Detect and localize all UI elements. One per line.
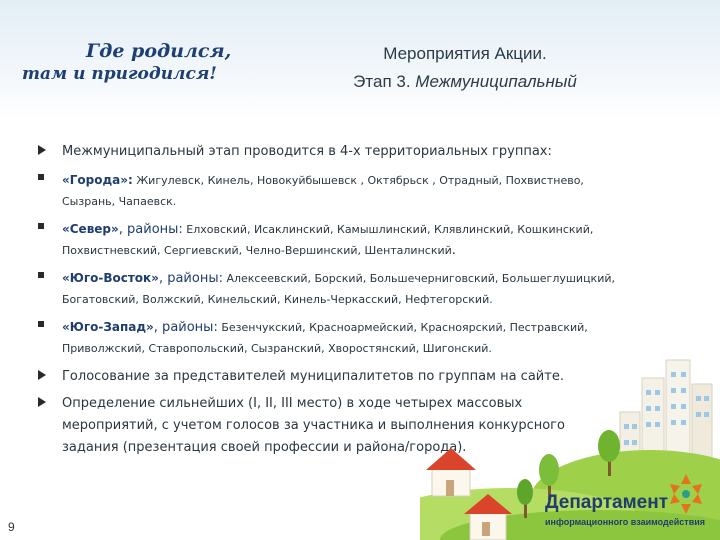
group-type: , районы: bbox=[158, 271, 223, 286]
list-item bbox=[38, 169, 618, 211]
group-label: «Юго-Запад» bbox=[62, 320, 154, 334]
department-description: информационного взаимодействия bbox=[545, 517, 706, 527]
square-bullet-icon bbox=[38, 174, 44, 180]
group-label: «Юго-Восток» bbox=[62, 271, 159, 285]
department-name: Департамент bbox=[545, 492, 669, 513]
square-bullet-icon bbox=[38, 223, 44, 229]
group-members: Жигулевск, Кинель, Новокуйбышевск , Октябрьск , Отрадный, Похвистнево, Сызрань, Чапаевск. bbox=[62, 174, 584, 208]
list-item bbox=[38, 267, 618, 309]
list-item-text: Голосование за представителей муниципалитетов по группам на сайте. bbox=[62, 369, 564, 384]
title-stage-name: Межмуниципальный bbox=[415, 72, 577, 91]
arrow-bullet-icon bbox=[38, 370, 46, 380]
page-number: 9 bbox=[8, 520, 15, 534]
title-line-1: Мероприятия Акции. bbox=[383, 44, 547, 63]
square-bullet-icon bbox=[38, 321, 44, 327]
group-type: , районы: bbox=[153, 320, 218, 335]
list-item-text: Межмуниципальный этап проводится в 4-х территориальных группах: bbox=[62, 144, 552, 159]
arrow-bullet-icon bbox=[38, 145, 46, 155]
group-members: Безенчукский, Красноармейский, Красноярский, Пестравский, Приволжский, Ставропольский, Сызранский, Хворостянский, Шигонский. bbox=[62, 321, 588, 355]
group-type: , районы: bbox=[118, 222, 183, 237]
group-members: Елховский, Исаклинский, Камышлинский, Клявлинский, Кошкинский, Похвистневский, Сергиевский, Челно-Вершинский, Шенталинский bbox=[62, 223, 594, 257]
arrow-bullet-icon bbox=[38, 397, 46, 407]
group-members: Алексеевский, Борский, Большечерниговский, Большеглушицкий, Богатовский, Волжский, Кинельский, Кинель-Черкасский, Нефтегорский. bbox=[62, 272, 615, 306]
title-stage: Этап 3. bbox=[353, 72, 411, 91]
square-bullet-icon bbox=[38, 272, 44, 278]
list-item bbox=[38, 140, 618, 161]
logo-line-2: там и пригодился! bbox=[22, 64, 217, 84]
department-emblem-icon bbox=[664, 472, 708, 516]
title-line-2 bbox=[300, 68, 630, 96]
group-label: «Города»: bbox=[62, 173, 133, 187]
list-item-text: Определение сильнейших (I, II, III место) в ходе четырех массовых мероприятий, с учетом голосов за участника и выполнения конкурсного задания (презентация своей профессии и района/города). bbox=[62, 396, 565, 455]
campaign-logo bbox=[22, 40, 232, 96]
group-members-end: . bbox=[451, 243, 456, 258]
list-item bbox=[38, 218, 618, 260]
group-label: «Север» bbox=[62, 222, 119, 236]
logo-line-1: Где родился, bbox=[86, 40, 232, 62]
slide-title bbox=[300, 40, 630, 96]
